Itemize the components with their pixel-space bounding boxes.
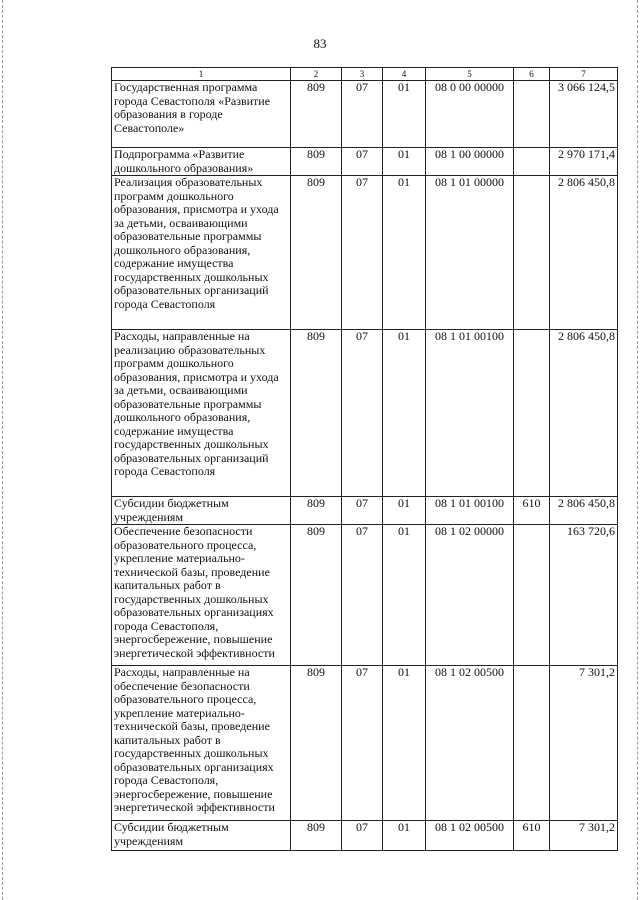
cell-section: 07 (342, 148, 383, 176)
cell-admin-code: 809 (291, 148, 342, 176)
cell-target-article: 08 1 01 00100 (426, 330, 514, 497)
cell-subsection: 01 (383, 525, 426, 666)
cell-subsection: 01 (383, 176, 426, 330)
budget-table (111, 67, 618, 851)
table-row (112, 525, 618, 666)
table-row (112, 330, 618, 497)
cell-amount: 7 301,2 (550, 821, 618, 851)
table-row (112, 148, 618, 176)
cell-section: 07 (342, 330, 383, 497)
cell-amount: 2 806 450,8 (550, 330, 618, 497)
column-header: 1 (112, 68, 291, 81)
cell-expense-type (514, 176, 550, 330)
cell-admin-code: 809 (291, 176, 342, 330)
cell-target-article: 08 1 00 00000 (426, 148, 514, 176)
cell-subsection: 01 (383, 497, 426, 525)
cell-subsection: 01 (383, 821, 426, 851)
cell-amount: 7 301,2 (550, 666, 618, 821)
cell-section: 07 (342, 525, 383, 666)
cell-target-article: 08 1 02 00500 (426, 666, 514, 821)
cell-subsection: 01 (383, 81, 426, 148)
row-name: Подпрограмма «Развитие дошкольного образования» (112, 148, 291, 176)
row-name: Субсидии бюджетным учреждениям (112, 821, 291, 851)
cell-expense-type (514, 81, 550, 148)
column-header: 3 (342, 68, 383, 81)
cell-admin-code: 809 (291, 666, 342, 821)
cell-admin-code: 809 (291, 81, 342, 148)
column-header: 4 (383, 68, 426, 81)
row-name: Обеспечение безопасности образовательного процесса, укрепление материально-технической базы, проведение капитальных работ в государственных дошкольных образовательных организациях города Севастополя, энергосбережение, повышение энергетической эффективности (112, 525, 291, 666)
cell-target-article: 08 0 00 00000 (426, 81, 514, 148)
table-row (112, 81, 618, 148)
cell-target-article: 08 1 01 00100 (426, 497, 514, 525)
row-name: Государственная программа города Севастополя «Развитие образования в городе Севастополе» (112, 81, 291, 148)
cell-expense-type: 610 (514, 497, 550, 525)
cell-expense-type (514, 666, 550, 821)
cell-target-article: 08 1 02 00500 (426, 821, 514, 851)
cell-expense-type (514, 330, 550, 497)
cell-section: 07 (342, 81, 383, 148)
table-row (112, 176, 618, 330)
cell-amount: 2 970 171,4 (550, 148, 618, 176)
cell-admin-code: 809 (291, 821, 342, 851)
cell-amount: 2 806 450,8 (550, 176, 618, 330)
page-number: 83 (313, 36, 327, 51)
column-header: 2 (291, 68, 342, 81)
column-header: 6 (514, 68, 550, 81)
cell-amount: 2 806 450,8 (550, 497, 618, 525)
row-name: Субсидии бюджетным учреждениям (112, 497, 291, 525)
table-row (112, 821, 618, 851)
cell-expense-type: 610 (514, 821, 550, 851)
table-row (112, 666, 618, 821)
cell-admin-code: 809 (291, 497, 342, 525)
cell-amount: 163 720,6 (550, 525, 618, 666)
cell-expense-type (514, 148, 550, 176)
column-header: 7 (550, 68, 618, 81)
cell-subsection: 01 (383, 666, 426, 821)
cell-section: 07 (342, 176, 383, 330)
table-row (112, 497, 618, 525)
cell-target-article: 08 1 01 00000 (426, 176, 514, 330)
cell-section: 07 (342, 666, 383, 821)
row-name: Расходы, направленные на обеспечение безопасности образовательного процесса, укрепление материально-технической базы, проведение капитальных работ в государственных дошкольных образовательных организациях города Севастополя, энергосбережение, повышение энергетической эффективности (112, 666, 291, 821)
page-edge-right (637, 0, 638, 900)
cell-subsection: 01 (383, 330, 426, 497)
row-name: Реализация образовательных программ дошкольного образования, присмотра и ухода за детьми, осваивающими образовательные программы дошкольного образования, содержание имущества государственных дошкольных образовательных организаций города Севастополя (112, 176, 291, 330)
cell-subsection: 01 (383, 148, 426, 176)
column-number-row (112, 68, 618, 81)
cell-admin-code: 809 (291, 525, 342, 666)
cell-section: 07 (342, 821, 383, 851)
cell-expense-type (514, 525, 550, 666)
cell-amount: 3 066 124,5 (550, 81, 618, 148)
cell-section: 07 (342, 497, 383, 525)
column-header: 5 (426, 68, 514, 81)
page-edge-left (2, 0, 3, 900)
row-name: Расходы, направленные на реализацию образовательных программ дошкольного образования, присмотра и ухода за детьми, осваивающими образовательные программы дошкольного образования, содержание имущества государственных дошкольных образовательных организаций города Севастополя (112, 330, 291, 497)
cell-target-article: 08 1 02 00000 (426, 525, 514, 666)
cell-admin-code: 809 (291, 330, 342, 497)
